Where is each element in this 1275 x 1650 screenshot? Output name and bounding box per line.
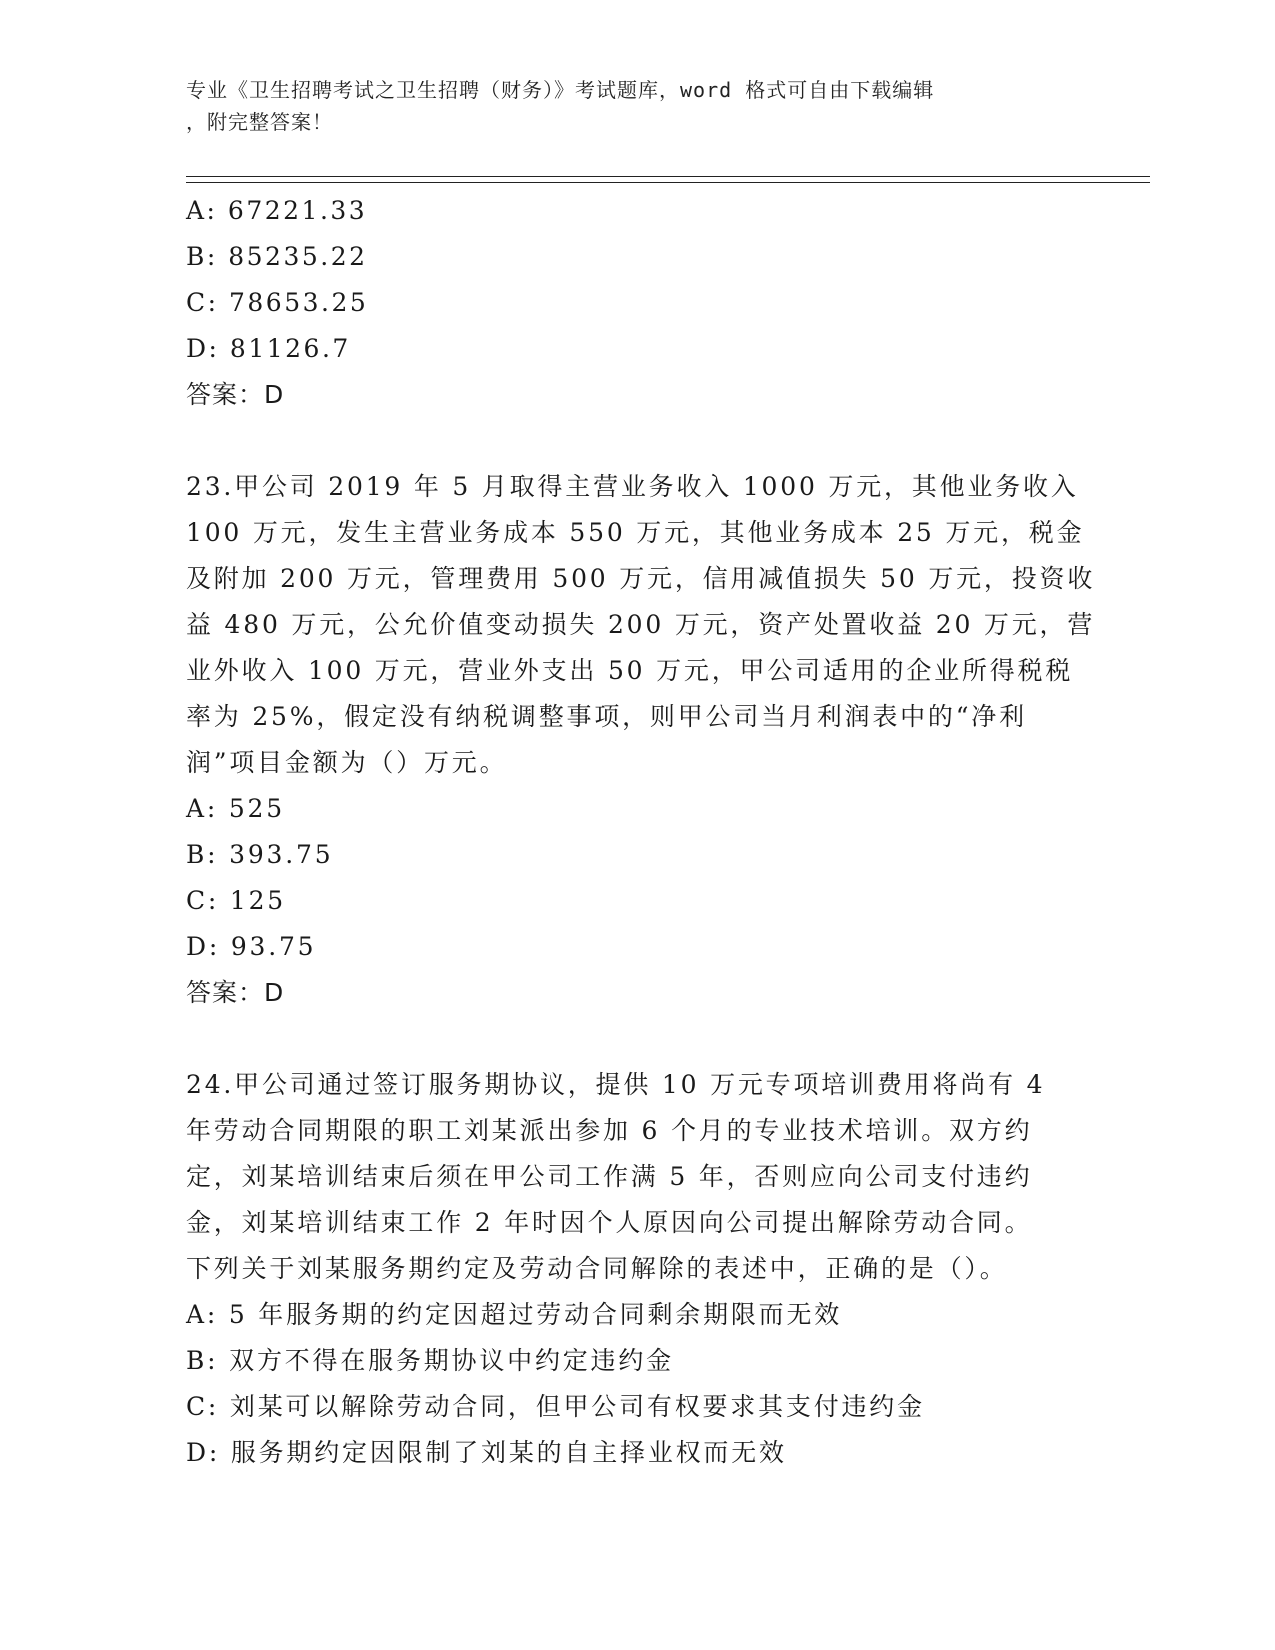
question-text-line: 下列关于刘某服务期约定及劳动合同解除的表述中，正确的是（）。 bbox=[186, 1254, 1008, 1283]
option-c: C: 125 bbox=[186, 886, 287, 915]
document-header bbox=[186, 74, 1066, 138]
question-24-block bbox=[186, 1062, 1086, 1476]
question-text-line: 24.甲公司通过签订服务期协议，提供 10 万元专项培训费用将尚有 4 bbox=[186, 1070, 1046, 1099]
option-b: B: 双方不得在服务期协议中约定违约金 bbox=[186, 1346, 674, 1375]
answer-line: 答案：D bbox=[186, 978, 285, 1007]
header-title-line-1: 专业《卫生招聘考试之卫生招聘（财务）》考试题库，word 格式可自由下载编辑 bbox=[186, 78, 935, 102]
question-text-line: 润”项目金额为（）万元。 bbox=[186, 748, 508, 777]
option-b: B: 393.75 bbox=[186, 840, 334, 869]
question-text-line: 23.甲公司 2019 年 5 月取得主营业务收入 1000 万元，其他业务收入 bbox=[186, 472, 1079, 501]
option-d: D: 服务期约定因限制了刘某的自主择业权而无效 bbox=[186, 1438, 787, 1467]
option-c: C: 78653.25 bbox=[186, 288, 369, 317]
header-divider-top bbox=[186, 176, 1150, 177]
option-a: A: 5 年服务期的约定因超过劳动合同剩余期限而无效 bbox=[186, 1300, 843, 1329]
question-text-line: 益 480 万元，公允价值变动损失 200 万元，资产处置收益 20 万元，营 bbox=[186, 610, 1096, 639]
option-a: A: 67221.33 bbox=[186, 196, 368, 225]
option-b: B: 85235.22 bbox=[186, 242, 368, 271]
question-text-line: 年劳动合同期限的职工刘某派出参加 6 个月的专业技术培训。双方约 bbox=[186, 1116, 1033, 1145]
option-c: C: 刘某可以解除劳动合同，但甲公司有权要求其支付违约金 bbox=[186, 1392, 925, 1421]
header-divider-bottom bbox=[186, 182, 1150, 183]
question-text-line: 率为 25%，假定没有纳税调整事项，则甲公司当月利润表中的“净利 bbox=[186, 702, 1027, 731]
question-text-line: 100 万元，发生主营业务成本 550 万元，其他业务成本 25 万元，税金 bbox=[186, 518, 1085, 547]
spacer bbox=[186, 1016, 1086, 1062]
document-body bbox=[186, 188, 1096, 1476]
question-text-line: 业外收入 100 万元，营业外支出 50 万元，甲公司适用的企业所得税税 bbox=[186, 656, 1074, 685]
option-a: A: 525 bbox=[186, 794, 285, 823]
spacer bbox=[186, 418, 1086, 464]
question-text-line: 及附加 200 万元，管理费用 500 万元，信用减值损失 50 万元，投资收 bbox=[186, 564, 1096, 593]
question-text-line: 定，刘某培训结束后须在甲公司工作满 5 年，否则应向公司支付违约 bbox=[186, 1162, 1033, 1191]
header-title-line-2: ，附完整答案！ bbox=[186, 110, 333, 134]
option-d: D: 93.75 bbox=[186, 932, 317, 961]
question-text-line: 金，刘某培训结束工作 2 年时因个人原因向公司提出解除劳动合同。 bbox=[186, 1208, 1033, 1237]
question-22-block bbox=[186, 188, 1086, 418]
answer-line: 答案：D bbox=[186, 380, 285, 409]
option-d: D: 81126.7 bbox=[186, 334, 351, 363]
question-23-block bbox=[186, 464, 1096, 1016]
